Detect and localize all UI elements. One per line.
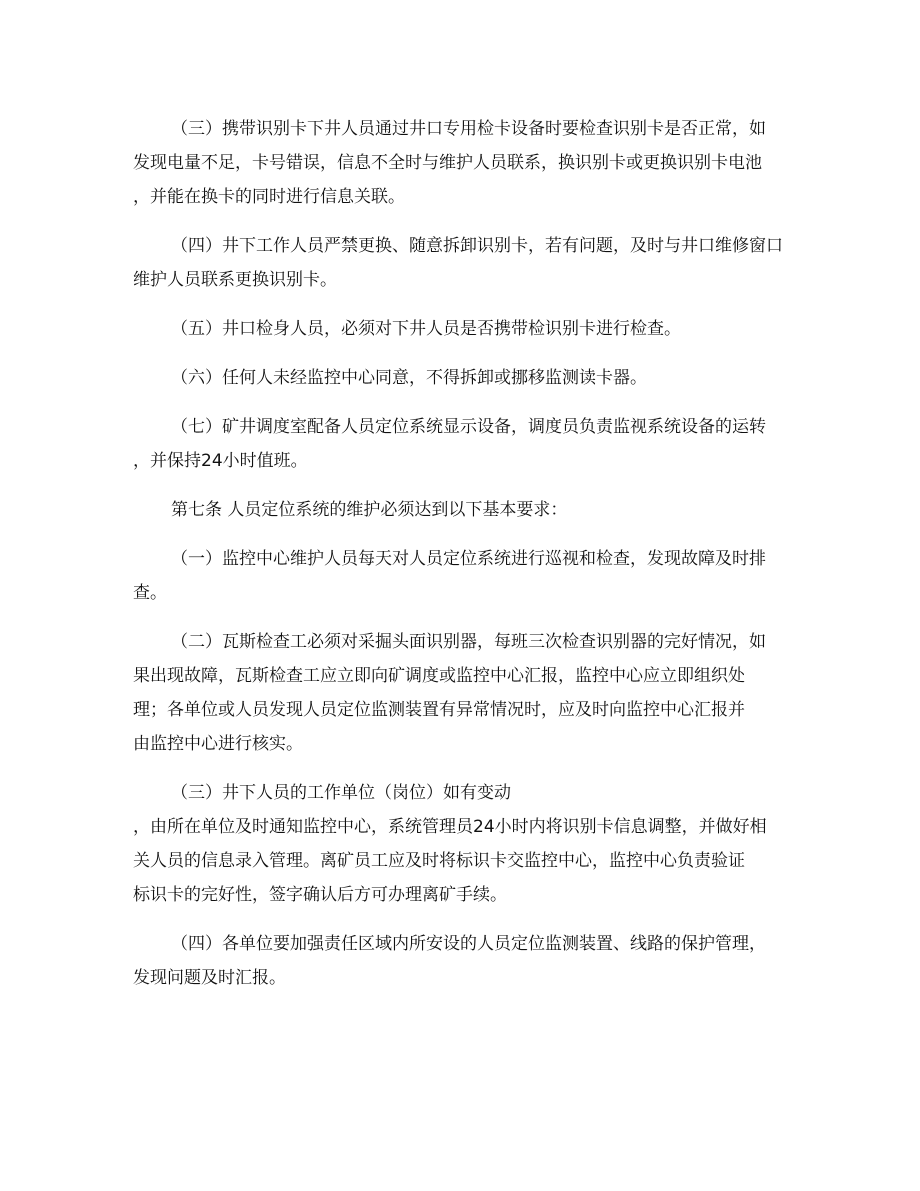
paragraph-line: ，由所在单位及时通知监控中心，系统管理员24小时内将识别卡信息调整，并做好相 bbox=[133, 817, 767, 837]
paragraph-line: （四）井下工作人员严禁更换、随意拆卸识别卡，若有问题，及时与井口维修窗口 bbox=[171, 236, 783, 256]
paragraph-line: 理；各单位或人员发现人员定位监测装置有异常情况时，应及时向监控中心汇报并 bbox=[133, 700, 745, 720]
paragraph-article7-item-4 bbox=[133, 927, 793, 995]
paragraph-line: 发现电量不足，卡号错误，信息不全时与维护人员联系，换识别卡或更换识别卡电池 bbox=[133, 153, 762, 173]
paragraph-item-7-dispatch-room bbox=[133, 410, 793, 478]
paragraph-line: ，并保持24小时值班。 bbox=[133, 451, 308, 471]
paragraph-line: 第七条 人员定位系统的维护必须达到以下基本要求： bbox=[171, 500, 568, 520]
paragraph-article7-item-3 bbox=[133, 776, 793, 912]
paragraph-item-4-no-disassembly bbox=[133, 229, 793, 297]
paragraph-line: （六）任何人未经监控中心同意，不得拆卸或挪移监测读卡器。 bbox=[171, 368, 647, 388]
paragraph-article7-item-1 bbox=[133, 542, 793, 610]
paragraph-line: ，并能在换卡的同时进行信息关联。 bbox=[133, 187, 405, 207]
paragraph-item-3-card-check bbox=[133, 112, 793, 214]
paragraph-line: 维护人员联系更换识别卡。 bbox=[133, 270, 337, 290]
paragraph-line: 查。 bbox=[133, 583, 167, 603]
paragraph-line: （七）矿井调度室配备人员定位系统显示设备，调度员负责监视系统设备的运转 bbox=[171, 417, 766, 437]
paragraph-line: 关人员的信息录入管理。离矿员工应及时将标识卡交监控中心，监控中心负责验证 bbox=[133, 851, 745, 871]
paragraph-line: 果出现故障，瓦斯检查工应立即向矿调度或监控中心汇报，监控中心应立即组织处 bbox=[133, 666, 745, 686]
paragraph-line: （五）井口检身人员，必须对下井人员是否携带检识别卡进行检查。 bbox=[171, 319, 681, 339]
paragraph-line: 由监控中心进行核实。 bbox=[133, 734, 303, 754]
article-7-heading bbox=[133, 493, 793, 527]
paragraph-line: 标识卡的完好性，签字确认后方可办理离矿手续。 bbox=[133, 885, 507, 905]
paragraph-article7-item-2 bbox=[133, 625, 793, 761]
paragraph-line: （三）井下人员的工作单位（岗位）如有变动 bbox=[171, 783, 511, 803]
paragraph-item-5-inspection bbox=[133, 312, 793, 346]
paragraph-line: （四）各单位要加强责任区域内所安设的人员定位监测装置、线路的保护管理， bbox=[171, 934, 766, 954]
paragraph-item-6-reader-protection bbox=[133, 361, 793, 395]
document-body bbox=[133, 112, 793, 995]
paragraph-line: （三）携带识别卡下井人员通过井口专用检卡设备时要检查识别卡是否正常，如 bbox=[171, 119, 766, 139]
paragraph-line: 发现问题及时汇报。 bbox=[133, 968, 286, 988]
paragraph-line: （一）监控中心维护人员每天对人员定位系统进行巡视和检查，发现故障及时排 bbox=[171, 549, 766, 569]
paragraph-line: （二）瓦斯检查工必须对采掘头面识别器，每班三次检查识别器的完好情况，如 bbox=[171, 632, 766, 652]
